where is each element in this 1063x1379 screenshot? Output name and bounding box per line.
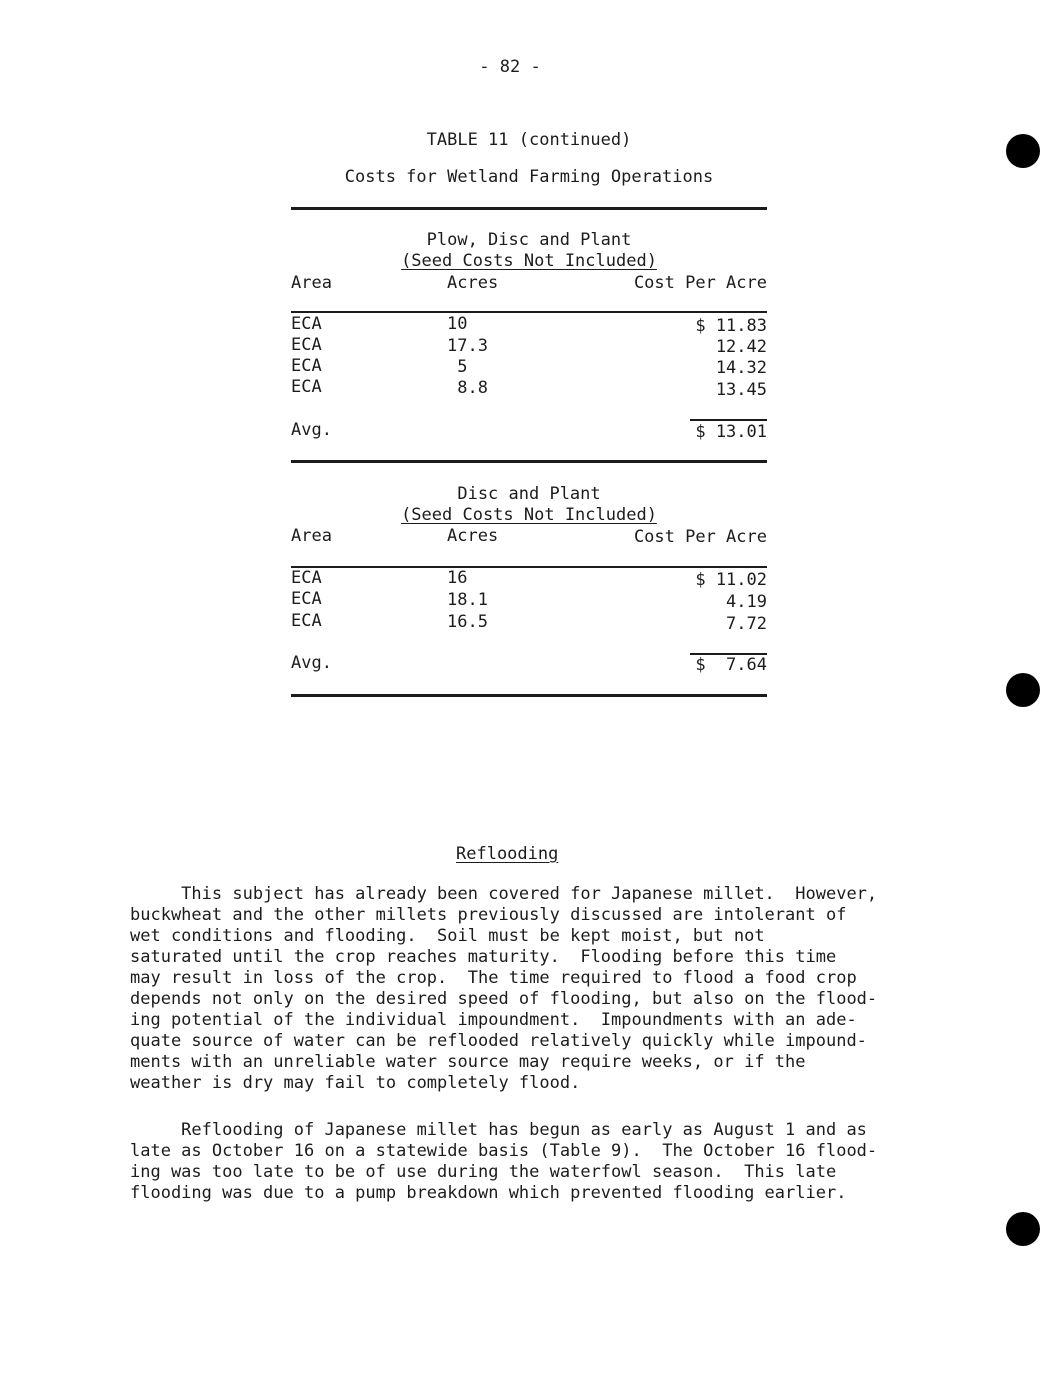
text-line: weather is dry may fail to completely flood. xyxy=(130,1073,581,1093)
section-divider-rule xyxy=(291,460,767,463)
cell-cost: $ 11.02 xyxy=(695,570,767,590)
text-line: ing was too late to be of use during the waterfowl season. This late xyxy=(130,1162,837,1182)
text-line: quate source of water can be reflooded relatively quickly while impound- xyxy=(130,1031,867,1051)
cell-area: ECA xyxy=(291,377,322,397)
avg-value: $ 13.01 xyxy=(695,422,767,442)
binder-hole-top xyxy=(1006,134,1040,168)
cell-area: ECA xyxy=(291,611,322,631)
cell-acres: 17.3 xyxy=(447,336,488,356)
header-rule xyxy=(291,566,767,568)
text-line: buckwheat and the other millets previously discussed are intolerant of xyxy=(130,905,847,925)
binder-hole-middle xyxy=(1006,673,1040,707)
cell-acres: 10 xyxy=(447,314,468,334)
cell-area: ECA xyxy=(291,568,322,588)
text-line: wet conditions and flooding. Soil must be kept moist, but not xyxy=(130,926,765,946)
cell-cost: $ 11.83 xyxy=(695,316,767,336)
cell-acres: 16.5 xyxy=(447,612,488,632)
cell-cost: 12.42 xyxy=(715,337,767,357)
cell-area: ECA xyxy=(291,314,322,334)
column-header-cost: Cost Per Acre xyxy=(633,527,767,547)
text-line: flooding was due to a pump breakdown which prevented flooding earlier. xyxy=(130,1183,847,1203)
table-subtitle: Costs for Wetland Farming Operations xyxy=(344,167,714,187)
text-line: ing potential of the individual impoundment. Impoundments with an ade- xyxy=(130,1010,857,1030)
text-line: saturated until the crop reaches maturity. Flooding before this time xyxy=(130,947,837,967)
avg-label: Avg. xyxy=(291,420,332,440)
binder-hole-bottom xyxy=(1006,1212,1040,1246)
avg-rule xyxy=(690,419,767,421)
text-line: depends not only on the desired speed of flooding, but also on the flood- xyxy=(130,989,878,1009)
paragraph-2 xyxy=(130,1120,910,1204)
table-title: TABLE 11 (continued) xyxy=(426,130,632,150)
text-line: late as October 16 on a statewide basis (Table 9). The October 16 flood- xyxy=(130,1141,878,1161)
header-rule xyxy=(291,311,767,313)
cell-area: ECA xyxy=(291,589,322,609)
cell-acres: 18.1 xyxy=(447,590,488,610)
column-header-cost: Cost Per Acre xyxy=(633,273,767,293)
section-heading-line1: Disc and Plant xyxy=(457,484,601,504)
column-header-area: Area xyxy=(291,526,332,546)
cell-acres: 16 xyxy=(447,568,468,588)
cell-cost: 7.72 xyxy=(726,614,767,634)
section-heading-reflooding: Reflooding xyxy=(456,844,559,864)
cell-acres: 5 xyxy=(447,357,468,377)
text-line: ments with an unreliable water source may require weeks, or if the xyxy=(130,1052,806,1072)
cell-cost: 4.19 xyxy=(726,592,767,612)
column-header-area: Area xyxy=(291,273,332,293)
text-line: Reflooding of Japanese millet has begun as early as August 1 and as xyxy=(130,1120,867,1140)
paragraph-1 xyxy=(130,884,910,1094)
text-line: This subject has already been covered for Japanese millet. However, xyxy=(130,884,878,904)
avg-value: $ 7.64 xyxy=(695,655,767,675)
page-number: - 82 - xyxy=(479,57,541,77)
cell-area: ECA xyxy=(291,335,322,355)
cell-cost: 13.45 xyxy=(715,380,767,400)
column-header-acres: Acres xyxy=(447,526,499,546)
section-heading-line2: (Seed Costs Not Included) xyxy=(401,251,657,271)
table-top-rule xyxy=(291,207,767,210)
cell-acres: 8.8 xyxy=(447,378,488,398)
section-heading-line2: (Seed Costs Not Included) xyxy=(401,505,657,525)
table-bottom-rule xyxy=(291,694,767,697)
avg-label: Avg. xyxy=(291,653,332,673)
cell-area: ECA xyxy=(291,356,322,376)
column-header-acres: Acres xyxy=(447,273,499,293)
section-heading-line1: Plow, Disc and Plant xyxy=(426,230,632,250)
text-line: may result in loss of the crop. The time required to flood a food crop xyxy=(130,968,857,988)
cell-cost: 14.32 xyxy=(715,358,767,378)
